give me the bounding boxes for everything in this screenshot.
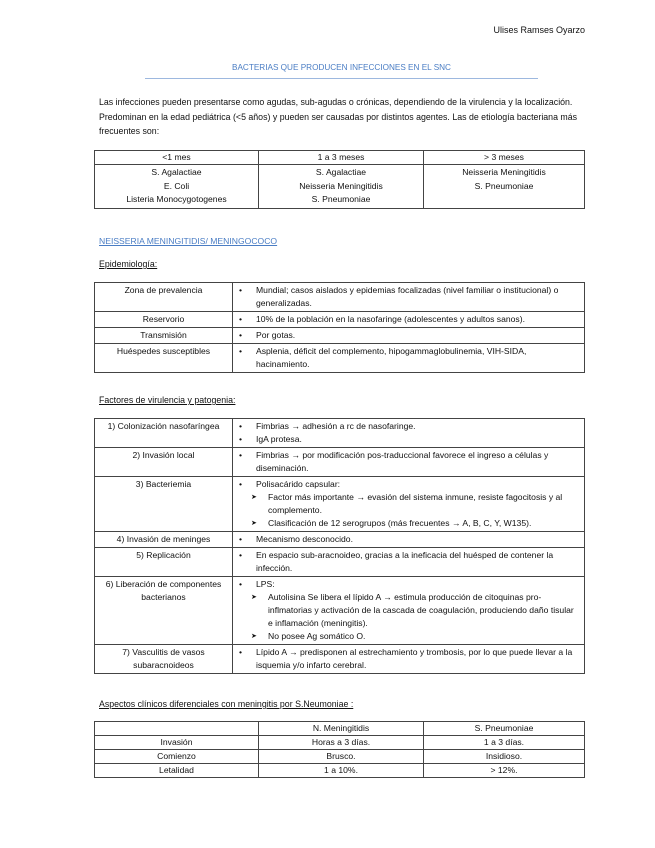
sub-bullet-item: ➤ Factor más importante → evasión del sistema inmune, resiste fagocitosis y al complemento.	[239, 491, 580, 517]
table-row	[95, 312, 585, 328]
table-row	[95, 532, 585, 548]
row-label: Huéspedes susceptibles	[95, 344, 233, 373]
table-row	[95, 577, 585, 645]
virulence-heading: Factores de virulencia y patogenia:	[99, 395, 236, 405]
sub-bullet-item: ➤ Autolisina Se libera el lípido A → estimula producción de citoquinas pro-inflmatorias y activación de la cascada de coagulación, produciendo daño tisular e inflamación (meningitis).	[239, 591, 580, 630]
table-row	[95, 419, 585, 448]
row-label: 3) Bacteriemia	[95, 477, 233, 532]
table-row	[95, 344, 585, 373]
row-label: 1) Colonización nasofaríngea	[95, 419, 233, 448]
title-underline	[145, 78, 538, 79]
table-header: > 3 meses	[424, 151, 585, 165]
bullet-item: • Mecanismo desconocido.	[239, 533, 580, 546]
section-title: NEISSERIA MENINGITIDIS/ MENINGOCOCO	[99, 236, 278, 246]
table-cell: Insidioso.	[424, 750, 585, 764]
bullet-item: • 10% de la población en la nasofaringe (adolescentes y adultos sanos).	[239, 313, 580, 326]
table-header: 1 a 3 meses	[259, 151, 424, 165]
row-label: Zona de prevalencia	[95, 283, 233, 312]
bullet-item: • Fimbrias → por modificación pos-traduccional favorece el ingreso a células y diseminación.	[239, 449, 580, 475]
comparison-heading: Aspectos clínicos diferenciales con meningitis por S.Neumoniae :	[99, 699, 354, 709]
bullet-item: • Polisacárido capsular:	[239, 478, 580, 491]
organism: E. Coli	[163, 180, 190, 191]
table-cell: Brusco.	[259, 750, 424, 764]
table-row	[95, 645, 585, 674]
table-row	[95, 750, 585, 764]
table-cell: Invasión	[95, 736, 259, 750]
bullet-item: • Lípido A → predisponen al estrechamiento y trombosis, por lo que puede llevar a la isquemia y/o infarto cerebral.	[239, 646, 580, 672]
table-cell: 1 a 3 días.	[424, 736, 585, 750]
document-title: BACTERIAS QUE PRODUCEN INFECCIONES EN EL SNC	[232, 63, 451, 72]
table-row	[95, 764, 585, 778]
table-row	[95, 477, 585, 532]
row-content	[233, 645, 585, 674]
bullet-item: • Mundial; casos aislados y epidemias focalizadas (nivel familiar o institucional) o generalizadas.	[239, 284, 580, 310]
table-header: S. Pneumoniae	[424, 722, 585, 736]
intro-paragraph: Las infecciones pueden presentarse como agudas, sub-agudas o crónicas, dependiendo de la virulencia y la localización. Predominan en la edad pediátrica (<5 años) y pueden ser causadas por distintos agentes. Las de etiología bacteriana más frecuentes son:	[99, 97, 578, 136]
table-header-row	[95, 151, 585, 165]
sub-bullet-item: ➤ No posee Ag somático O.	[239, 630, 580, 643]
table-row	[95, 165, 585, 209]
row-label: Reservorio	[95, 312, 233, 328]
table-row	[95, 283, 585, 312]
row-content	[233, 344, 585, 373]
epidemiology-heading: Epidemiología:	[99, 259, 158, 269]
row-label: 5) Replicación	[95, 548, 233, 577]
organism: S. Agalactiae	[315, 167, 367, 177]
age-etiology-table	[94, 150, 585, 209]
organism: S. Pneumoniae	[474, 180, 534, 191]
row-content	[233, 283, 585, 312]
row-label: 6) Liberación de componentes bacterianos	[95, 577, 233, 645]
row-label: 7) Vasculitis de vasos subaracnoideos	[95, 645, 233, 674]
author-name: Ulises Ramses Oyarzo	[493, 25, 585, 35]
organism: S. Agalactiae	[151, 167, 202, 177]
row-content	[233, 419, 585, 448]
table-row	[95, 328, 585, 344]
table-cell: Horas a 3 días.	[259, 736, 424, 750]
organism: Listeria Monocygotogenes	[126, 194, 227, 204]
row-content	[233, 477, 585, 532]
bullet-item: • Por gotas.	[239, 329, 580, 342]
table-cell	[424, 165, 585, 209]
bullet-item: • IgA protesa.	[239, 433, 580, 446]
virulence-table	[94, 418, 585, 674]
table-row	[95, 448, 585, 477]
sub-bullet-item: ➤ Clasificación de 12 serogrupos (más frecuentes → A, B, C, Y, W135).	[239, 517, 580, 530]
table-cell: Comienzo	[95, 750, 259, 764]
organism: Neisseria Meningitidis	[299, 180, 383, 191]
epidemiology-table	[94, 282, 585, 373]
row-content	[233, 328, 585, 344]
table-cell: Letalidad	[95, 764, 259, 778]
row-content	[233, 448, 585, 477]
table-header	[95, 722, 259, 736]
comparison-table	[94, 721, 585, 778]
row-content	[233, 532, 585, 548]
table-row	[95, 736, 585, 750]
row-label: 4) Invasión de meninges	[95, 532, 233, 548]
table-cell	[95, 165, 259, 209]
row-label: Transmisión	[95, 328, 233, 344]
table-header-row	[95, 722, 585, 736]
table-header: <1 mes	[95, 151, 259, 165]
table-cell: > 12%.	[424, 764, 585, 778]
row-label: 2) Invasión local	[95, 448, 233, 477]
table-cell: 1 a 10%.	[259, 764, 424, 778]
organism: Neisseria Meningitidis	[462, 167, 546, 177]
bullet-item: • En espacio sub-aracnoideo, gracias a la ineficacia del huésped de contener la infección.	[239, 549, 580, 575]
table-cell	[259, 165, 424, 209]
bullet-item: • Asplenia, déficit del complemento, hipogammaglobulinemia, VIH-SIDA, hacinamiento.	[239, 345, 580, 371]
table-header: N. Meningitidis	[259, 722, 424, 736]
row-content	[233, 312, 585, 328]
row-content	[233, 577, 585, 645]
organism: S. Pneumoniae	[311, 194, 371, 204]
bullet-item: • LPS:	[239, 578, 580, 591]
bullet-item: • Fimbrias → adhesión a rc de nasofaringe.	[239, 420, 580, 433]
table-row	[95, 548, 585, 577]
row-content	[233, 548, 585, 577]
